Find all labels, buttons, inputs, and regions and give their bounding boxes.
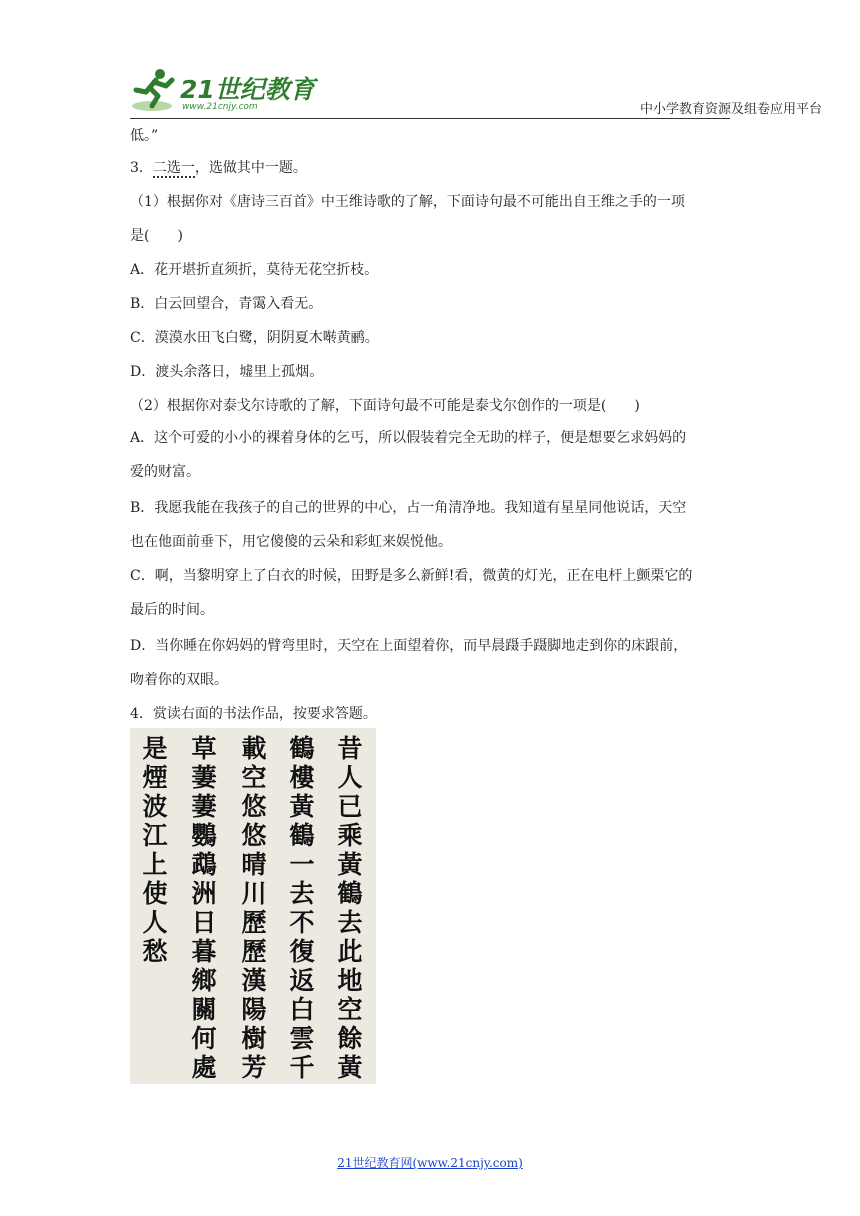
calligraphy-column <box>233 734 275 1082</box>
calligraphy-character: 復 <box>289 937 315 966</box>
text-line: 最后的时间。 <box>130 602 214 618</box>
text-line: 也在他面前垂下，用它傻傻的云朵和彩虹来娱悦他。 <box>130 534 452 550</box>
calligraphy-character: 載 <box>241 734 267 763</box>
calligraphy-artwork <box>130 728 376 1084</box>
option-b: B．白云回望合，青霭入看无。 <box>130 296 323 312</box>
calligraphy-column <box>329 734 371 1082</box>
option-a: A．花开堪折直须折，莫待无花空折枝。 <box>130 262 379 278</box>
option-c: C．啊，当黎明穿上了白衣的时候，田野是多么新鲜!看，微黄的灯光，正在电杆上颤栗它的 <box>130 568 693 584</box>
calligraphy-character: 波 <box>142 792 168 821</box>
calligraphy-character: 返 <box>289 966 315 995</box>
platform-title: 中小学教育资源及组卷应用平台 <box>639 102 822 117</box>
calligraphy-character: 萋 <box>191 792 217 821</box>
question-3-title <box>130 158 307 178</box>
calligraphy-character: 鶴 <box>337 879 363 908</box>
calligraphy-character: 鶴 <box>289 821 315 850</box>
text-line: 爱的财富。 <box>130 464 200 480</box>
calligraphy-character: 是 <box>142 734 168 763</box>
calligraphy-character: 鸚 <box>191 821 217 850</box>
calligraphy-character: 白 <box>289 995 315 1024</box>
calligraphy-character: 草 <box>191 734 217 763</box>
calligraphy-character: 鵡 <box>191 850 217 879</box>
text-line: 低。” <box>130 128 159 144</box>
calligraphy-character: 芳 <box>241 1053 267 1082</box>
calligraphy-character: 黃 <box>289 792 315 821</box>
calligraphy-character: 樓 <box>289 763 315 792</box>
calligraphy-character: 雲 <box>289 1024 315 1053</box>
calligraphy-character: 鶴 <box>289 734 315 763</box>
option-c: C．漠漠水田飞白鹭，阴阴夏木啭黄鹂。 <box>130 330 379 346</box>
calligraphy-character: 此 <box>337 937 363 966</box>
calligraphy-column <box>183 734 225 1082</box>
text-line: （1）根据你对《唐诗三百首》中王维诗歌的了解，下面诗句最不可能出自王维之手的一项 <box>130 194 685 210</box>
option-a: A．这个可爱的小小的裸着身体的乞丐，所以假装着完全无助的样子，便是想要乞求妈妈的 <box>130 430 687 446</box>
question-4-title: 4．赏读右面的书法作品，按要求答题。 <box>130 706 377 722</box>
calligraphy-character: 暮 <box>191 937 217 966</box>
site-logo <box>130 66 330 116</box>
option-b: B．我愿我能在我孩子的自己的世界的中心，占一角清净地。我知道有星星同他说话，天空 <box>130 500 687 516</box>
option-d: D．当你睡在你妈妈的臂弯里时，天空在上面望着你，而早晨蹑手蹑脚地走到你的床跟前， <box>130 638 688 654</box>
calligraphy-character: 悠 <box>241 821 267 850</box>
calligraphy-character: 空 <box>241 763 267 792</box>
calligraphy-character: 陽 <box>241 995 267 1024</box>
calligraphy-character: 鄉 <box>191 966 217 995</box>
calligraphy-character: 歷 <box>241 937 267 966</box>
logo-url: www.21cnjy.com <box>182 102 258 112</box>
calligraphy-character: 煙 <box>142 763 168 792</box>
calligraphy-character: 悠 <box>241 792 267 821</box>
text-line: 是( ) <box>130 228 183 244</box>
q3-rest: ，选做其中一题。 <box>194 160 307 176</box>
calligraphy-character: 關 <box>191 995 217 1024</box>
calligraphy-character: 日 <box>191 908 217 937</box>
calligraphy-character: 歷 <box>241 908 267 937</box>
page-header <box>0 0 860 125</box>
text-line: （2）根据你对泰戈尔诗歌的了解，下面诗句最不可能是泰戈尔创作的一项是( ) <box>130 398 640 414</box>
runner-logo-icon <box>130 66 178 114</box>
calligraphy-character: 人 <box>337 763 363 792</box>
q3-emphasis: 二选一 <box>152 160 195 176</box>
calligraphy-character: 不 <box>289 908 315 937</box>
calligraphy-character: 黃 <box>337 1053 363 1082</box>
calligraphy-character: 去 <box>289 879 315 908</box>
calligraphy-column <box>281 734 323 1082</box>
footer-link[interactable]: 21世纪教育网(www.21cnjy.com) <box>337 1156 523 1170</box>
calligraphy-character: 地 <box>337 966 363 995</box>
calligraphy-character: 去 <box>337 908 363 937</box>
q3-number: 3． <box>130 160 153 176</box>
option-d: D．渡头余落日，墟里上孤烟。 <box>130 364 324 380</box>
calligraphy-character: 洲 <box>191 879 217 908</box>
calligraphy-character: 餘 <box>337 1024 363 1053</box>
header-divider <box>130 118 730 119</box>
calligraphy-character: 江 <box>142 821 168 850</box>
calligraphy-column <box>134 734 176 966</box>
calligraphy-character: 空 <box>337 995 363 1024</box>
calligraphy-character: 一 <box>289 850 315 879</box>
calligraphy-character: 萋 <box>191 763 217 792</box>
calligraphy-character: 上 <box>142 850 168 879</box>
calligraphy-character: 晴 <box>241 850 267 879</box>
calligraphy-character: 人 <box>142 908 168 937</box>
calligraphy-character: 愁 <box>142 937 168 966</box>
calligraphy-character: 已 <box>337 792 363 821</box>
calligraphy-character: 千 <box>289 1053 315 1082</box>
calligraphy-character: 乘 <box>337 821 363 850</box>
calligraphy-character: 漢 <box>241 966 267 995</box>
calligraphy-character: 何 <box>191 1024 217 1053</box>
calligraphy-character: 樹 <box>241 1024 267 1053</box>
calligraphy-character: 使 <box>142 879 168 908</box>
text-line: 吻着你的双眼。 <box>130 672 228 688</box>
calligraphy-character: 川 <box>241 879 267 908</box>
calligraphy-character: 黃 <box>337 850 363 879</box>
logo-text: 21世纪教育 <box>180 75 315 104</box>
calligraphy-character: 處 <box>191 1053 217 1082</box>
calligraphy-character: 昔 <box>337 734 363 763</box>
